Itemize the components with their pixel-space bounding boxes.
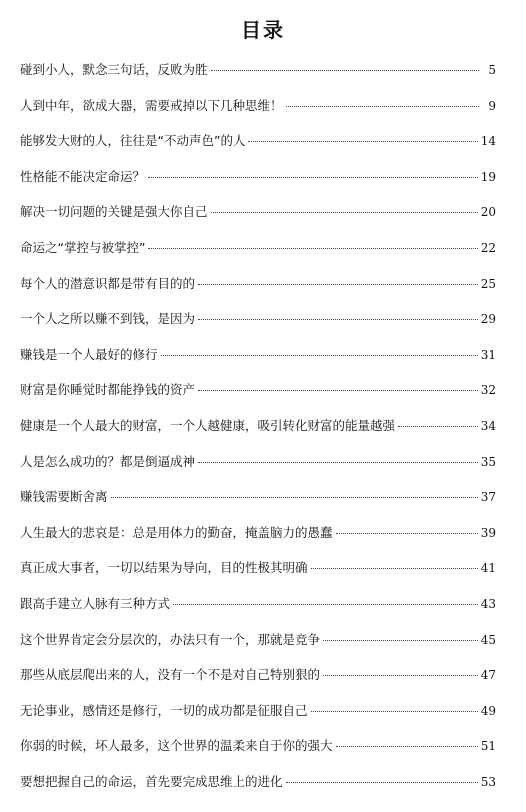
toc-entry[interactable] bbox=[20, 343, 496, 379]
toc-page-number: 53 bbox=[480, 774, 496, 789]
dot-leader bbox=[111, 497, 478, 498]
toc-entry-title: 赚钱是一个人最好的修行 bbox=[20, 346, 158, 362]
toc-entry[interactable] bbox=[20, 200, 496, 236]
toc-entry[interactable] bbox=[20, 129, 496, 165]
toc-entry-title: 每个人的潜意识都是带有目的的 bbox=[20, 275, 196, 291]
toc-page-number: 31 bbox=[480, 347, 496, 362]
toc-page-number: 9 bbox=[488, 98, 496, 113]
toc-page-number: 29 bbox=[480, 312, 496, 327]
toc-page-number: 47 bbox=[480, 668, 496, 683]
dot-leader bbox=[336, 746, 478, 747]
toc-entry[interactable] bbox=[20, 94, 496, 130]
dot-leader bbox=[323, 675, 478, 676]
toc-entry-title: 人生最大的悲哀是：总是用体力的勤奋，掩盖脑力的愚蠢 bbox=[20, 524, 333, 540]
toc-page-number: 45 bbox=[480, 632, 496, 647]
toc-list bbox=[20, 58, 496, 805]
toc-page-number: 5 bbox=[488, 63, 496, 77]
dot-leader bbox=[198, 462, 478, 463]
toc-entry[interactable] bbox=[20, 378, 496, 414]
toc-entry-title: 真正成大事者，一切以结果为导向，目的性极其明确 bbox=[20, 560, 308, 576]
dot-leader bbox=[323, 640, 478, 641]
dot-leader bbox=[148, 177, 478, 178]
toc-title: 目录 bbox=[241, 18, 285, 42]
toc-entry-title: 那些从底层爬出来的人，没有一个不是对自己特别狠的 bbox=[20, 667, 321, 683]
dot-leader bbox=[211, 70, 479, 71]
toc-page-number: 37 bbox=[480, 490, 496, 505]
toc-entry[interactable] bbox=[20, 592, 496, 628]
dot-leader bbox=[286, 782, 478, 783]
dot-leader bbox=[286, 106, 479, 107]
toc-page-number: 25 bbox=[480, 276, 496, 291]
toc-entry-title: 财富是你睡觉时都能挣钱的资产 bbox=[20, 382, 196, 398]
toc-entry[interactable] bbox=[20, 307, 496, 343]
toc-entry-title: 性格能不能决定命运？ bbox=[20, 168, 146, 184]
toc-page-number: 19 bbox=[480, 169, 496, 184]
dot-leader bbox=[198, 319, 478, 320]
toc-page-number: 39 bbox=[480, 525, 496, 540]
toc-entry[interactable] bbox=[20, 58, 496, 94]
toc-page-number: 32 bbox=[480, 383, 496, 398]
toc-entry-title: 解决一切问题的关键是强大你自己 bbox=[20, 204, 208, 220]
toc-entry-title: 无论事业，感情还是修行，一切的成功都是征服自己 bbox=[20, 702, 308, 718]
toc-entry-title: 你弱的时候，坏人最多，这个世界的温柔来自于你的强大 bbox=[20, 738, 333, 754]
dot-leader bbox=[311, 568, 478, 569]
toc-entry[interactable] bbox=[20, 521, 496, 557]
toc-page-number: 35 bbox=[480, 454, 496, 469]
dot-leader bbox=[173, 604, 478, 605]
toc-entry-title: 命运之“掌控与被掌控” bbox=[20, 239, 146, 255]
toc-entry[interactable] bbox=[20, 734, 496, 770]
toc-entry-title: 健康是一个人最大的财富，一个人越健康，吸引转化财富的能量越强 bbox=[20, 417, 396, 433]
dot-leader bbox=[148, 248, 477, 249]
toc-entry-title: 这个世界肯定会分层次的，办法只有一个，那就是竞争 bbox=[20, 631, 321, 647]
toc-page-number: 14 bbox=[480, 134, 496, 149]
toc-entry[interactable] bbox=[20, 272, 496, 308]
dot-leader bbox=[248, 141, 477, 142]
toc-entry[interactable] bbox=[20, 770, 496, 806]
toc-page-number: 20 bbox=[480, 205, 496, 220]
toc-entry[interactable] bbox=[20, 699, 496, 735]
dot-leader bbox=[211, 212, 478, 213]
toc-entry-title: 要想把握自己的命运，首先要完成思维上的进化 bbox=[20, 773, 283, 789]
toc-entry[interactable] bbox=[20, 414, 496, 450]
toc-page-number: 43 bbox=[480, 596, 496, 611]
toc-entry-title: 跟高手建立人脉有三种方式 bbox=[20, 595, 171, 611]
dot-leader bbox=[398, 426, 478, 427]
toc-entry[interactable] bbox=[20, 236, 496, 272]
toc-entry[interactable] bbox=[20, 663, 496, 699]
dot-leader bbox=[161, 355, 478, 356]
toc-entry-title: 碰到小人，默念三句话，反败为胜 bbox=[20, 62, 208, 77]
toc-entry[interactable] bbox=[20, 628, 496, 664]
toc-page-number: 49 bbox=[480, 703, 496, 718]
toc-entry[interactable] bbox=[20, 556, 496, 592]
toc-entry-title: 一个人之所以赚不到钱，是因为 bbox=[20, 311, 196, 327]
toc-entry-title: 人到中年，欲成大器，需要戒掉以下几种思维！ bbox=[20, 97, 283, 113]
dot-leader bbox=[198, 390, 478, 391]
toc-page-number: 22 bbox=[480, 240, 496, 255]
toc-entry-title: 赚钱需要断舍离 bbox=[20, 489, 108, 505]
toc-page-number: 41 bbox=[480, 561, 496, 576]
dot-leader bbox=[311, 711, 478, 712]
dot-leader bbox=[336, 533, 478, 534]
toc-entry[interactable] bbox=[20, 450, 496, 486]
toc-entry[interactable] bbox=[20, 485, 496, 521]
toc-entry[interactable] bbox=[20, 165, 496, 201]
toc-page-number: 51 bbox=[480, 739, 496, 754]
toc-entry-title: 人是怎么成功的？都是倒逼成神 bbox=[20, 453, 196, 469]
toc-page-number: 34 bbox=[480, 418, 496, 433]
dot-leader bbox=[198, 284, 478, 285]
toc-entry-title: 能够发大财的人，往往是“不动声色”的人 bbox=[20, 133, 246, 149]
